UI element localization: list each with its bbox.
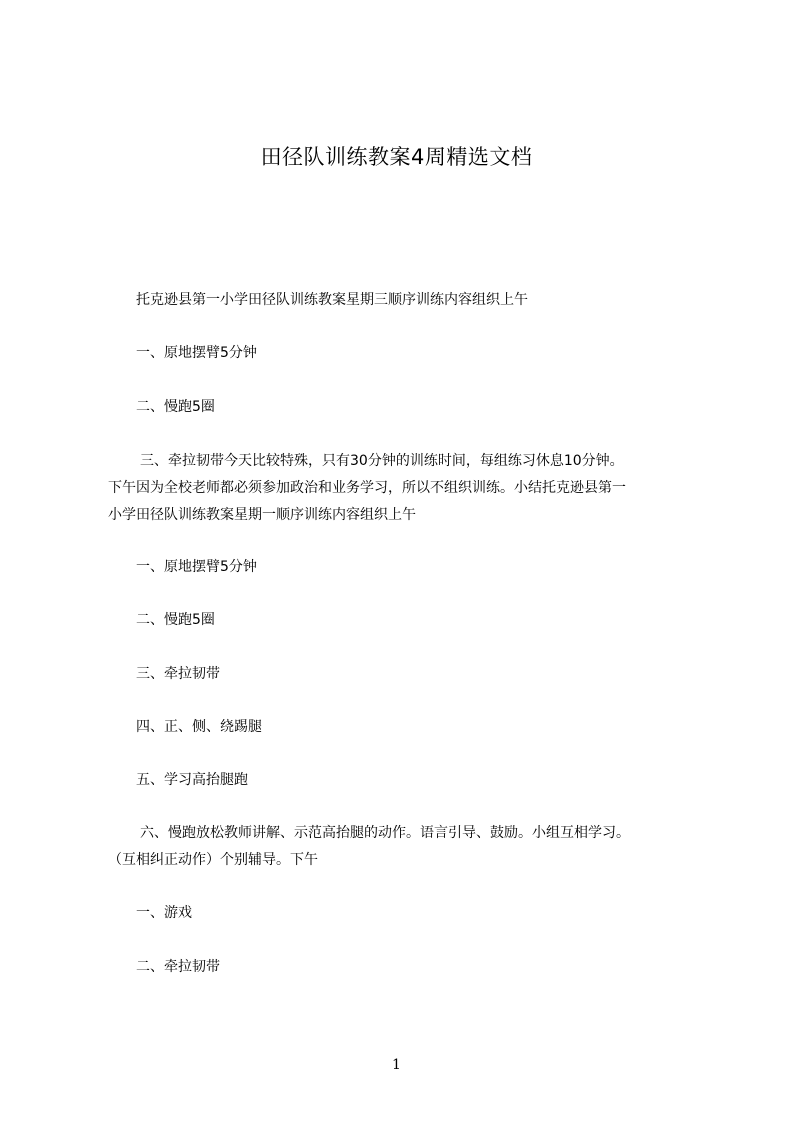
paragraph-afternoon-item-1: 一、游戏 bbox=[136, 905, 192, 921]
paragraph-item-3-line-2: 下午因为全校老师都必须参加政治和业务学习，所以不组织训练。小结托克逊县第一 bbox=[108, 480, 626, 496]
paragraph-item-6b-line-1: 六、慢跑放松教师讲解、示范高抬腿的动作。语言引导、鼓励。小组互相学习。 bbox=[140, 825, 630, 841]
paragraph-item-4b: 四、正、侧、绕踢腿 bbox=[136, 719, 262, 735]
paragraph-intro-wed: 托克逊县第一小学田径队训练教案星期三顺序训练内容组织上午 bbox=[136, 292, 528, 308]
paragraph-item-3-line-3: 小学田径队训练教案星期一顺序训练内容组织上午 bbox=[108, 507, 416, 523]
document-title: 田径队训练教案4周精选文档 bbox=[260, 145, 533, 169]
paragraph-item-2b: 二、慢跑5圈 bbox=[136, 612, 215, 628]
paragraph-item-2: 二、慢跑5圈 bbox=[136, 399, 215, 415]
paragraph-afternoon-item-2: 二、牵拉韧带 bbox=[136, 959, 220, 975]
paragraph-item-3b: 三、牵拉韧带 bbox=[136, 666, 220, 682]
page-number: 1 bbox=[392, 1057, 401, 1073]
paragraph-item-6b-line-2: （互相纠正动作）个别辅导。下午 bbox=[108, 852, 318, 868]
paragraph-item-3-line-1: 三、牵拉韧带今天比较特殊，只有30分钟的训练时间，每组练习休息10分钟。 bbox=[140, 453, 624, 469]
paragraph-item-5b: 五、学习高抬腿跑 bbox=[136, 772, 248, 788]
paragraph-item-1b: 一、原地摆臂5分钟 bbox=[136, 559, 257, 575]
paragraph-item-1: 一、原地摆臂5分钟 bbox=[136, 345, 257, 361]
